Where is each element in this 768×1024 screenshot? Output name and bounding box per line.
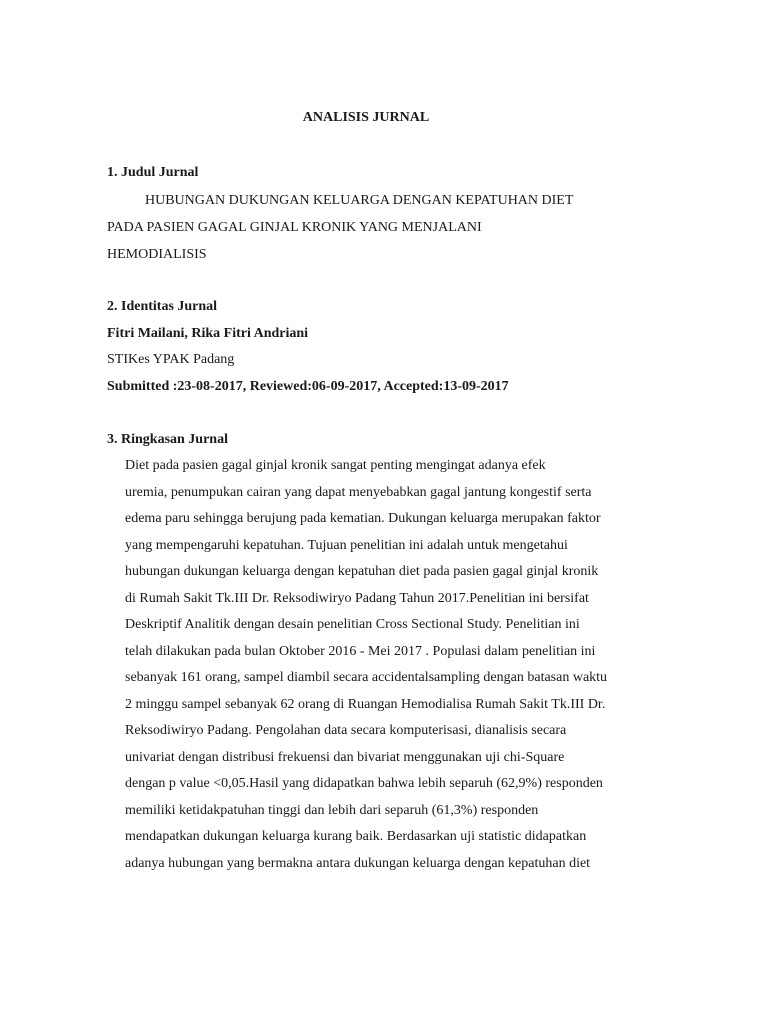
summary-line: yang mempengaruhi kepatuhan. Tujuan penelitian ini adalah untuk mengetahui xyxy=(125,537,568,553)
journal-title-line: HEMODIALISIS xyxy=(107,246,207,262)
summary-line: Reksodiwiryo Padang. Pengolahan data secara komputerisasi, dianalisis secara xyxy=(125,723,567,738)
document-body xyxy=(107,160,637,877)
summary-line: hubungan dukungan keluarga dengan kepatuhan diet pada pasien gagal ginjal kronik xyxy=(125,564,599,579)
journal-title-line: PADA PASIEN GAGAL GINJAL KRONIK YANG MENJALANI xyxy=(107,219,482,235)
journal-summary xyxy=(107,453,637,877)
summary-line: sebanyak 161 orang, sampel diambil secara accidentalsampling dengan batasan waktu xyxy=(125,670,608,685)
spacer xyxy=(107,268,637,295)
summary-line: dengan p value <0,05.Hasil yang didapatkan bahwa lebih separuh (62,9%) responden xyxy=(125,776,603,791)
summary-line: Diet pada pasien gagal ginjal kronik sangat penting mengingat adanya efek xyxy=(125,458,546,473)
journal-authors: Fitri Mailani, Rika Fitri Andriani xyxy=(107,325,309,341)
section-heading-identitas: 2. Identitas Jurnal xyxy=(107,299,218,314)
journal-title-line: HUBUNGAN DUKUNGAN KELUARGA DENGAN KEPATUHAN DIET xyxy=(145,192,574,208)
summary-line: edema paru sehingga berujung pada kematian. Dukungan keluarga merupakan faktor xyxy=(125,511,601,526)
summary-line: telah dilakukan pada bulan Oktober 2016 - Mei 2017 . Populasi dalam penelitian ini xyxy=(125,643,596,659)
summary-line: uremia, penumpukan cairan yang dapat menyebabkan gagal jantung kongestif serta xyxy=(125,484,592,500)
summary-line: Deskriptif Analitik dengan desain penelitian Cross Sectional Study. Penelitian ini xyxy=(125,617,580,632)
journal-institution: STIKes YPAK Padang xyxy=(107,352,235,367)
journal-title xyxy=(107,187,637,268)
summary-line: memiliki ketidakpatuhan tinggi dan lebih dari separuh (61,3%) responden xyxy=(125,802,539,818)
summary-line: 2 minggu sampel sebanyak 62 orang di Ruangan Hemodialisa Rumah Sakit Tk.III Dr. xyxy=(125,696,606,712)
summary-line: di Rumah Sakit Tk.III Dr. Reksodiwiryo Padang Tahun 2017.Penelitian ini bersifat xyxy=(125,590,589,606)
summary-line: univariat dengan distribusi frekuensi dan bivariat menggunakan uji chi-Square xyxy=(125,749,565,765)
page-title: ANALISIS JURNAL xyxy=(302,110,430,125)
section-heading-judul: 1. Judul Jurnal xyxy=(107,165,199,180)
summary-line: mendapatkan dukungan keluarga kurang baik. Berdasarkan uji statistic didapatkan xyxy=(125,829,587,844)
journal-dates: Submitted :23-08-2017, Reviewed:06-09-2017, Accepted:13-09-2017 xyxy=(107,378,509,394)
summary-line: adanya hubungan yang bermakna antara dukungan keluarga dengan kepatuhan diet xyxy=(125,855,591,871)
spacer xyxy=(107,400,637,427)
section-heading-ringkasan: 3. Ringkasan Jurnal xyxy=(107,431,228,447)
